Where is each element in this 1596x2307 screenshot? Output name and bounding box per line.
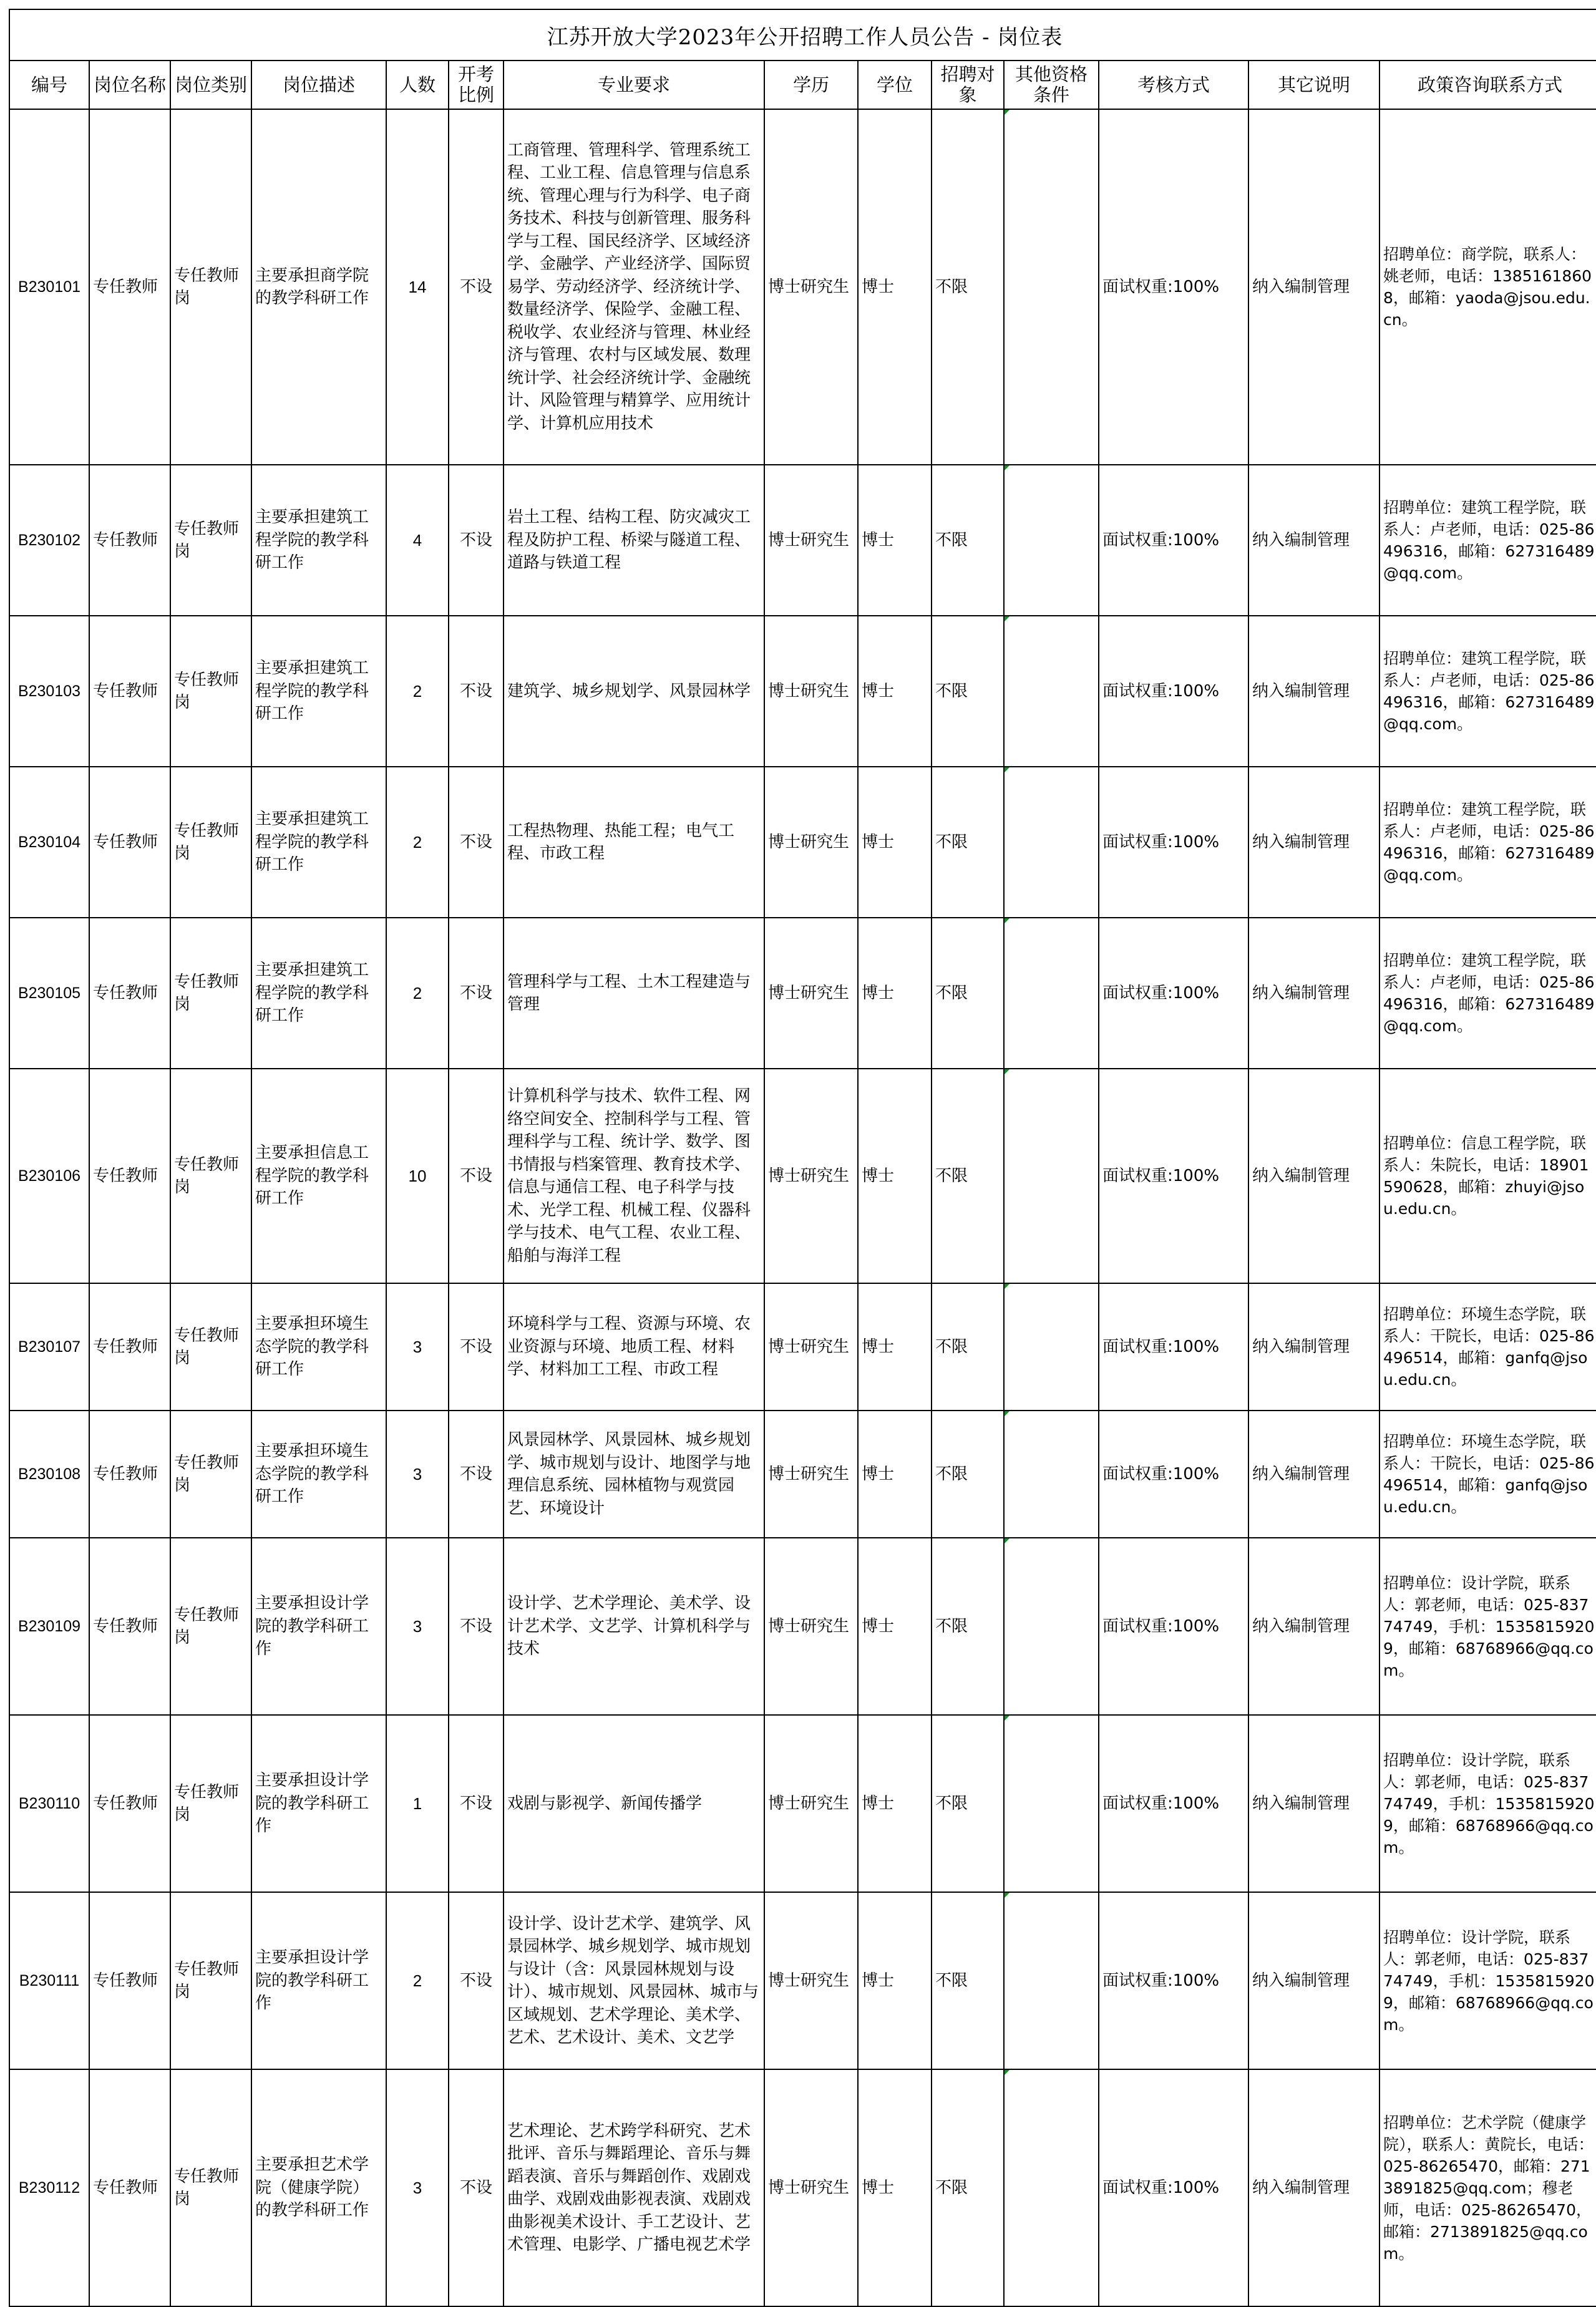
post-code-cell: B230109	[9, 1538, 89, 1715]
other-conditions-cell	[1004, 1715, 1099, 1892]
post-code-cell: B230112	[9, 2069, 89, 2306]
post-code-cell: B230104	[9, 767, 89, 918]
post-category-cell: 专任教师岗	[170, 616, 251, 767]
headcount-cell: 3	[386, 1538, 449, 1715]
other-conditions-cell	[1004, 1069, 1099, 1283]
post-category-cell: 专任教师岗	[170, 1892, 251, 2069]
major-requirement-cell: 管理科学与工程、土木工程建造与管理	[504, 918, 764, 1069]
post-name-cell: 专任教师	[89, 1715, 170, 1892]
recruit-target-cell: 不限	[932, 1538, 1004, 1715]
assessment-cell: 面试权重:100%	[1099, 1715, 1248, 1892]
other-note-cell: 纳入编制管理	[1248, 1538, 1379, 1715]
degree-cell: 博士	[858, 918, 932, 1069]
degree-cell: 博士	[858, 767, 932, 918]
post-name-cell: 专任教师	[89, 918, 170, 1069]
contact-info-cell: 招聘单位：设计学院，联系人：郭老师，电话：025-83774749，手机：15358159209，邮箱：68768966@qq.com。	[1379, 1538, 1596, 1715]
exam-ratio-cell: 不设	[449, 918, 504, 1069]
post-code-cell: B230107	[9, 1283, 89, 1411]
post-category-cell: 专任教师岗	[170, 1283, 251, 1411]
assessment-cell: 面试权重:100%	[1099, 2069, 1248, 2306]
assessment-cell: 面试权重:100%	[1099, 1892, 1248, 2069]
other-note-cell: 纳入编制管理	[1248, 918, 1379, 1069]
job-table-sheet	[9, 9, 1595, 2307]
education-cell: 博士研究生	[764, 465, 858, 616]
post-category-cell: 专任教师岗	[170, 109, 251, 465]
education-cell: 博士研究生	[764, 616, 858, 767]
assessment-cell: 面试权重:100%	[1099, 767, 1248, 918]
exam-ratio-cell: 不设	[449, 616, 504, 767]
post-category-cell: 专任教师岗	[170, 2069, 251, 2306]
other-conditions-cell	[1004, 616, 1099, 767]
major-requirement-cell: 环境科学与工程、资源与环境、农业资源与环境、地质工程、材料学、材料加工工程、市政工程	[504, 1283, 764, 1411]
header-col-other-cond: 其他资格条件	[1004, 61, 1099, 109]
post-category-cell: 专任教师岗	[170, 465, 251, 616]
table-row	[9, 616, 1596, 767]
assessment-cell: 面试权重:100%	[1099, 465, 1248, 616]
recruit-target-cell: 不限	[932, 1715, 1004, 1892]
other-conditions-cell	[1004, 1538, 1099, 1715]
exam-ratio-cell: 不设	[449, 1715, 504, 1892]
contact-info-cell: 招聘单位：环境生态学院，联系人：干院长，电话：025-86496514，邮箱：ganfq@jsou.edu.cn。	[1379, 1283, 1596, 1411]
header-col-education: 学历	[764, 61, 858, 109]
degree-cell: 博士	[858, 1411, 932, 1538]
header-col-post-name: 岗位名称	[89, 61, 170, 109]
degree-cell: 博士	[858, 109, 932, 465]
other-note-cell: 纳入编制管理	[1248, 1069, 1379, 1283]
header-col-contact: 政策咨询联系方式	[1379, 61, 1596, 109]
exam-ratio-cell: 不设	[449, 1411, 504, 1538]
table-row	[9, 1538, 1596, 1715]
other-note-cell: 纳入编制管理	[1248, 109, 1379, 465]
other-conditions-cell	[1004, 109, 1099, 465]
post-desc-cell: 主要承担环境生态学院的教学科研工作	[251, 1283, 386, 1411]
major-requirement-cell: 建筑学、城乡规划学、风景园林学	[504, 616, 764, 767]
assessment-cell: 面试权重:100%	[1099, 918, 1248, 1069]
post-desc-cell: 主要承担设计学院的教学科研工作	[251, 1715, 386, 1892]
degree-cell: 博士	[858, 2069, 932, 2306]
post-code-cell: B230108	[9, 1411, 89, 1538]
recruit-target-cell: 不限	[932, 109, 1004, 465]
exam-ratio-cell: 不设	[449, 1538, 504, 1715]
assessment-cell: 面试权重:100%	[1099, 109, 1248, 465]
other-note-cell: 纳入编制管理	[1248, 767, 1379, 918]
table-row	[9, 1715, 1596, 1892]
other-conditions-cell	[1004, 1411, 1099, 1538]
post-code-cell: B230102	[9, 465, 89, 616]
table-row	[9, 918, 1596, 1069]
table-row	[9, 1283, 1596, 1411]
exam-ratio-cell: 不设	[449, 1892, 504, 2069]
education-cell: 博士研究生	[764, 1538, 858, 1715]
contact-info-cell: 招聘单位：建筑工程学院，联系人：卢老师，电话：025-86496316，邮箱：627316489@qq.com。	[1379, 767, 1596, 918]
post-desc-cell: 主要承担建筑工程学院的教学科研工作	[251, 918, 386, 1069]
assessment-cell: 面试权重:100%	[1099, 1283, 1248, 1411]
header-col-post-category: 岗位类别	[170, 61, 251, 109]
post-name-cell: 专任教师	[89, 767, 170, 918]
other-conditions-cell	[1004, 1892, 1099, 2069]
other-conditions-cell	[1004, 465, 1099, 616]
table-row	[9, 1892, 1596, 2069]
post-desc-cell: 主要承担设计学院的教学科研工作	[251, 1538, 386, 1715]
degree-cell: 博士	[858, 1283, 932, 1411]
education-cell: 博士研究生	[764, 1283, 858, 1411]
header-col-assessment: 考核方式	[1099, 61, 1248, 109]
contact-info-cell: 招聘单位：设计学院，联系人：郭老师，电话：025-83774749，手机：15358159209，邮箱：68768966@qq.com。	[1379, 1892, 1596, 2069]
major-requirement-cell: 风景园林学、风景园林、城乡规划学、城市规划与设计、地图学与地理信息系统、园林植物与观赏园艺、环境设计	[504, 1411, 764, 1538]
recruit-target-cell: 不限	[932, 616, 1004, 767]
headcount-cell: 2	[386, 918, 449, 1069]
post-category-cell: 专任教师岗	[170, 918, 251, 1069]
header-col-note: 其它说明	[1248, 61, 1379, 109]
post-code-cell: B230105	[9, 918, 89, 1069]
job-table	[9, 9, 1596, 2307]
exam-ratio-cell: 不设	[449, 109, 504, 465]
assessment-cell: 面试权重:100%	[1099, 1538, 1248, 1715]
major-requirement-cell: 岩土工程、结构工程、防灾减灾工程及防护工程、桥梁与隧道工程、道路与铁道工程	[504, 465, 764, 616]
education-cell: 博士研究生	[764, 109, 858, 465]
headcount-cell: 2	[386, 767, 449, 918]
other-note-cell: 纳入编制管理	[1248, 1411, 1379, 1538]
degree-cell: 博士	[858, 465, 932, 616]
post-name-cell: 专任教师	[89, 1069, 170, 1283]
assessment-cell: 面试权重:100%	[1099, 1411, 1248, 1538]
table-body	[9, 109, 1596, 2306]
education-cell: 博士研究生	[764, 918, 858, 1069]
recruit-target-cell: 不限	[932, 1283, 1004, 1411]
major-requirement-cell: 设计学、艺术学理论、美术学、设计艺术学、文艺学、计算机科学与技术	[504, 1538, 764, 1715]
post-name-cell: 专任教师	[89, 109, 170, 465]
other-note-cell: 纳入编制管理	[1248, 616, 1379, 767]
post-desc-cell: 主要承担建筑工程学院的教学科研工作	[251, 767, 386, 918]
contact-info-cell: 招聘单位：商学院，联系人：姚老师，电话：13851618608，邮箱：yaoda@jsou.edu.cn。	[1379, 109, 1596, 465]
headcount-cell: 3	[386, 1411, 449, 1538]
degree-cell: 博士	[858, 1538, 932, 1715]
table-row	[9, 1411, 1596, 1538]
table-row	[9, 1069, 1596, 1283]
post-name-cell: 专任教师	[89, 1892, 170, 2069]
header-col-count: 人数	[386, 61, 449, 109]
assessment-cell: 面试权重:100%	[1099, 1069, 1248, 1283]
contact-info-cell: 招聘单位：建筑工程学院，联系人：卢老师，电话：025-86496316，邮箱：627316489@qq.com。	[1379, 616, 1596, 767]
headcount-cell: 4	[386, 465, 449, 616]
other-note-cell: 纳入编制管理	[1248, 1715, 1379, 1892]
degree-cell: 博士	[858, 616, 932, 767]
education-cell: 博士研究生	[764, 1411, 858, 1538]
other-note-cell: 纳入编制管理	[1248, 1892, 1379, 2069]
major-requirement-cell: 工商管理、管理科学、管理系统工程、工业工程、信息管理与信息系统、管理心理与行为科学、电子商务技术、科技与创新管理、服务科学与工程、国民经济学、区域经济学、金融学、产业经济学、国际贸易学、劳动经济学、经济统计学、数量经济学、保险学、金融工程、税收学、农业经济与管理、林业经济与管理、农村与区域发展、数理统计学、社会经济统计学、金融统计、风险管理与精算学、应用统计学、计算机应用技术	[504, 109, 764, 465]
other-conditions-cell	[1004, 918, 1099, 1069]
post-name-cell: 专任教师	[89, 616, 170, 767]
header-col-degree: 学位	[858, 61, 932, 109]
table-row	[9, 109, 1596, 465]
header-col-code: 编号	[9, 61, 89, 109]
page-title: 江苏开放大学2023年公开招聘工作人员公告 - 岗位表	[9, 9, 1596, 61]
post-category-cell: 专任教师岗	[170, 1715, 251, 1892]
header-col-major: 专业要求	[504, 61, 764, 109]
recruit-target-cell: 不限	[932, 465, 1004, 616]
contact-info-cell: 招聘单位：艺术学院（健康学院），联系人：黄院长，电话：025-86265470，邮箱：2713891825@qq.com；穆老师，电话：025-86265470，邮箱：2713891825@qq.com。	[1379, 2069, 1596, 2306]
degree-cell: 博士	[858, 1715, 932, 1892]
recruit-target-cell: 不限	[932, 918, 1004, 1069]
major-requirement-cell: 戏剧与影视学、新闻传播学	[504, 1715, 764, 1892]
post-name-cell: 专任教师	[89, 1538, 170, 1715]
headcount-cell: 10	[386, 1069, 449, 1283]
recruit-target-cell: 不限	[932, 2069, 1004, 2306]
post-desc-cell: 主要承担建筑工程学院的教学科研工作	[251, 465, 386, 616]
recruit-target-cell: 不限	[932, 1892, 1004, 2069]
exam-ratio-cell: 不设	[449, 767, 504, 918]
headcount-cell: 3	[386, 2069, 449, 2306]
post-name-cell: 专任教师	[89, 1283, 170, 1411]
education-cell: 博士研究生	[764, 2069, 858, 2306]
post-name-cell: 专任教师	[89, 1411, 170, 1538]
table-row	[9, 767, 1596, 918]
assessment-cell: 面试权重:100%	[1099, 616, 1248, 767]
post-category-cell: 专任教师岗	[170, 1069, 251, 1283]
education-cell: 博士研究生	[764, 1715, 858, 1892]
header-col-post-desc: 岗位描述	[251, 61, 386, 109]
recruit-target-cell: 不限	[932, 1069, 1004, 1283]
header-row	[9, 61, 1596, 109]
table-row	[9, 2069, 1596, 2306]
header-col-ratio: 开考比例	[449, 61, 504, 109]
contact-info-cell: 招聘单位：信息工程学院，联系人：朱院长，电话：18901590628，邮箱：zhuyi@jsou.edu.cn。	[1379, 1069, 1596, 1283]
other-note-cell: 纳入编制管理	[1248, 2069, 1379, 2306]
headcount-cell: 2	[386, 616, 449, 767]
exam-ratio-cell: 不设	[449, 1283, 504, 1411]
post-desc-cell: 主要承担设计学院的教学科研工作	[251, 1892, 386, 2069]
contact-info-cell: 招聘单位：环境生态学院，联系人：干院长，电话：025-86496514，邮箱：ganfq@jsou.edu.cn。	[1379, 1411, 1596, 1538]
degree-cell: 博士	[858, 1892, 932, 2069]
major-requirement-cell: 艺术理论、艺术跨学科研究、艺术批评、音乐与舞蹈理论、音乐与舞蹈表演、音乐与舞蹈创作、戏剧戏曲学、戏剧戏曲影视表演、戏剧戏曲影视美术设计、手工艺设计、艺术管理、电影学、广播电视艺术学	[504, 2069, 764, 2306]
post-code-cell: B230110	[9, 1715, 89, 1892]
major-requirement-cell: 设计学、设计艺术学、建筑学、风景园林学、城乡规划学、城市规划与设计（含：风景园林规划与设计）、城市规划、风景园林、城市与区域规划、艺术学理论、美术学、艺术、艺术设计、美术、文艺学	[504, 1892, 764, 2069]
post-desc-cell: 主要承担环境生态学院的教学科研工作	[251, 1411, 386, 1538]
education-cell: 博士研究生	[764, 1892, 858, 2069]
recruit-target-cell: 不限	[932, 767, 1004, 918]
exam-ratio-cell: 不设	[449, 2069, 504, 2306]
headcount-cell: 14	[386, 109, 449, 465]
other-note-cell: 纳入编制管理	[1248, 1283, 1379, 1411]
other-note-cell: 纳入编制管理	[1248, 465, 1379, 616]
post-name-cell: 专任教师	[89, 2069, 170, 2306]
degree-cell: 博士	[858, 1069, 932, 1283]
other-conditions-cell	[1004, 1283, 1099, 1411]
other-conditions-cell	[1004, 2069, 1099, 2306]
major-requirement-cell: 计算机科学与技术、软件工程、网络空间安全、控制科学与工程、管理科学与工程、统计学、数学、图书情报与档案管理、教育技术学、信息与通信工程、电子科学与技术、光学工程、机械工程、仪器科学与技术、电气工程、农业工程、船舶与海洋工程	[504, 1069, 764, 1283]
post-category-cell: 专任教师岗	[170, 767, 251, 918]
other-conditions-cell	[1004, 767, 1099, 918]
headcount-cell: 2	[386, 1892, 449, 2069]
post-code-cell: B230101	[9, 109, 89, 465]
education-cell: 博士研究生	[764, 1069, 858, 1283]
headcount-cell: 3	[386, 1283, 449, 1411]
contact-info-cell: 招聘单位：设计学院，联系人：郭老师，电话：025-83774749，手机：15358159209，邮箱：68768966@qq.com。	[1379, 1715, 1596, 1892]
table-row	[9, 465, 1596, 616]
post-code-cell: B230106	[9, 1069, 89, 1283]
post-desc-cell: 主要承担建筑工程学院的教学科研工作	[251, 616, 386, 767]
education-cell: 博士研究生	[764, 767, 858, 918]
header-col-target: 招聘对象	[932, 61, 1004, 109]
post-desc-cell: 主要承担艺术学院（健康学院）的教学科研工作	[251, 2069, 386, 2306]
post-category-cell: 专任教师岗	[170, 1411, 251, 1538]
contact-info-cell: 招聘单位：建筑工程学院，联系人：卢老师，电话：025-86496316，邮箱：627316489@qq.com。	[1379, 465, 1596, 616]
post-desc-cell: 主要承担商学院的教学科研工作	[251, 109, 386, 465]
major-requirement-cell: 工程热物理、热能工程；电气工程、市政工程	[504, 767, 764, 918]
contact-info-cell: 招聘单位：建筑工程学院，联系人：卢老师，电话：025-86496316，邮箱：627316489@qq.com。	[1379, 918, 1596, 1069]
exam-ratio-cell: 不设	[449, 465, 504, 616]
post-code-cell: B230111	[9, 1892, 89, 2069]
post-desc-cell: 主要承担信息工程学院的教学科研工作	[251, 1069, 386, 1283]
post-name-cell: 专任教师	[89, 465, 170, 616]
post-code-cell: B230103	[9, 616, 89, 767]
post-category-cell: 专任教师岗	[170, 1538, 251, 1715]
exam-ratio-cell: 不设	[449, 1069, 504, 1283]
recruit-target-cell: 不限	[932, 1411, 1004, 1538]
headcount-cell: 1	[386, 1715, 449, 1892]
